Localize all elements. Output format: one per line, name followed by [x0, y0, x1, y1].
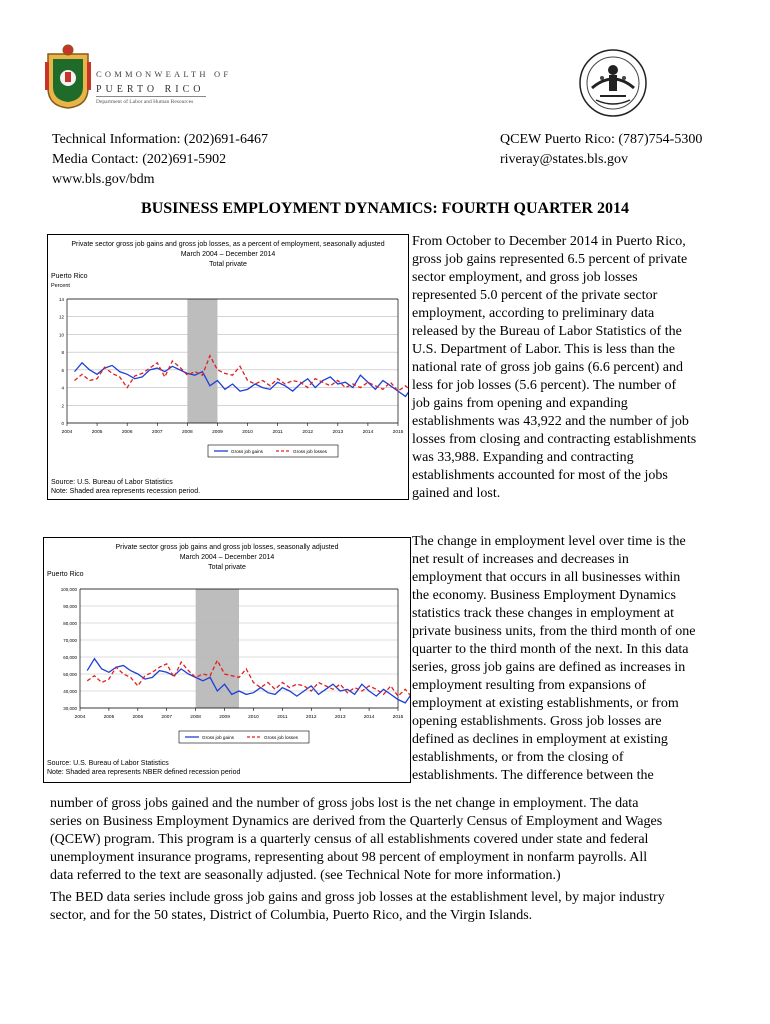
chart-title: Private sector gross job gains and gross job losses, seasonally adjusted — [115, 544, 339, 551]
y-tick-label: 4 — [61, 385, 64, 391]
x-tick-label: 2014 — [362, 430, 374, 435]
x-tick-label: 2015 — [392, 715, 404, 720]
chart-2 — [44, 538, 410, 782]
y-tick-label: 30,000 — [63, 706, 77, 711]
chart-y-axis-label: Percent — [51, 283, 70, 289]
para2-line: net result of increases and decreases in — [412, 552, 629, 567]
chart-subtitle: Total private — [208, 564, 246, 571]
qcew-email[interactable]: riveray@states.bls.gov — [500, 152, 628, 167]
x-tick-label: 2012 — [305, 715, 317, 720]
chart-region-label: Puerto Rico — [47, 571, 84, 578]
y-tick-label: 2 — [61, 403, 64, 409]
para4-line: The BED data series include gross job gains and gross job losses at the establishment level, by major industry — [50, 890, 665, 905]
website-link[interactable]: www.bls.gov/bdm — [52, 172, 155, 187]
chart-source: Source: U.S. Bureau of Labor Statistics — [51, 479, 173, 486]
para1-line: establishments accounted for most of the jobs — [412, 468, 668, 483]
x-tick-label: 2015 — [392, 430, 404, 435]
para1-line: From October to December 2014 in Puerto Rico, — [412, 234, 686, 249]
para2-line: private business units, from the third month of one — [412, 624, 696, 639]
paragraph-3 — [50, 795, 722, 885]
para1-line: job gains from opening and expanding — [412, 396, 628, 411]
x-tick-label: 2009 — [219, 715, 230, 720]
para2-line: quarter to the third month of the next. In this data — [412, 642, 689, 657]
x-tick-label: 2008 — [190, 715, 201, 720]
x-tick-label: 2009 — [212, 430, 223, 435]
para1-line: losses from closing and contracting establishments — [412, 432, 697, 447]
para1-line: gross job gains represented 6.5 percent of private — [412, 252, 688, 267]
chart-subtitle: March 2004 – December 2014 — [179, 554, 275, 561]
para1-line: released by the Bureau of Labor Statistics of the — [412, 324, 682, 339]
puerto-rico-seal-logo — [44, 44, 92, 110]
para2-line: series, gross job gains are defined as increases in — [412, 660, 686, 675]
commonwealth-divider — [96, 96, 206, 97]
x-tick-label: 2012 — [302, 430, 314, 435]
chart-2-box — [43, 537, 411, 783]
x-tick-label: 2010 — [248, 715, 259, 720]
para4-line: sector, and for the 50 states, District of Columbia, Puerto Rico, and the Virgin Islands. — [50, 908, 533, 923]
y-tick-label: 60,000 — [63, 655, 77, 660]
gross-job-losses-line — [87, 660, 410, 701]
y-tick-label: 70,000 — [63, 638, 77, 643]
y-tick-label: 10 — [58, 332, 64, 338]
commonwealth-department: Department of Labor and Human Resources — [96, 99, 194, 105]
chart-1-box — [47, 234, 409, 500]
para3-line: data referred to the text are seasonally adjusted. (see Technical Note for more information.) — [50, 868, 561, 883]
para2-line: employment at existing establishments, or from — [412, 696, 679, 711]
bls-logo — [578, 48, 648, 118]
x-tick-label: 2008 — [182, 430, 193, 435]
para1-line: gained and lost. — [412, 486, 501, 501]
chart-note: Note: Shaded area represents NBER defined recession period — [47, 769, 241, 776]
para1-line: less for job losses (5.6 percent). The number of — [412, 378, 677, 393]
para3-line: series on Business Employment Dynamics are derived from the Quarterly Census of Employment and Wages — [50, 814, 663, 829]
y-tick-label: 50,000 — [63, 672, 77, 677]
x-tick-label: 2005 — [103, 715, 115, 720]
y-tick-label: 8 — [61, 350, 64, 356]
chart-title: Private sector gross job gains and gross job losses, as a percent of employment, seasonally adjusted — [71, 241, 385, 248]
y-tick-label: 100,000 — [60, 587, 77, 592]
paragraph-1 — [412, 233, 722, 503]
commonwealth-line2: PUERTO RICO — [96, 84, 205, 95]
paragraph-2 — [412, 533, 722, 785]
para2-line: defined as declines in employment at existing — [412, 732, 668, 747]
chart-1 — [48, 235, 408, 499]
x-tick-label: 2011 — [272, 430, 283, 435]
media-contact: Media Contact: (202)691-5902 — [52, 152, 227, 167]
x-tick-label: 2010 — [242, 430, 253, 435]
x-tick-label: 2007 — [161, 715, 173, 720]
para1-line: represented 5.0 percent of the private sector — [412, 288, 658, 303]
x-tick-label: 2004 — [74, 715, 86, 720]
para1-line: employment, according to preliminary data — [412, 306, 655, 321]
para2-line: establishments. The difference between the — [412, 768, 654, 783]
tech-info: Technical Information: (202)691-6467 — [52, 132, 268, 147]
chart-subtitle: Total private — [209, 261, 247, 268]
x-tick-label: 2013 — [334, 715, 346, 720]
para2-line: The change in employment level over time is the — [412, 534, 686, 549]
x-tick-label: 2004 — [61, 430, 73, 435]
para1-line: U.S. Department of Labor. This is less than the — [412, 342, 675, 357]
chart-note: Note: Shaded area represents recession period. — [51, 488, 201, 495]
para2-line: statistics track these changes in employment at — [412, 606, 675, 621]
x-tick-label: 2014 — [363, 715, 375, 720]
paragraph-4 — [50, 889, 722, 925]
y-tick-label: 14 — [58, 297, 64, 302]
para2-line: employment resulting from expansions of — [412, 678, 647, 693]
para1-line: national rate of gross job gains (6.6 percent) and — [412, 360, 683, 375]
para2-line: opening establishments. Gross job losses are — [412, 714, 662, 729]
legend-gains-label: Gross job gains — [231, 449, 263, 454]
document-title: BUSINESS EMPLOYMENT DYNAMICS: FOURTH QUARTER 2014 — [141, 200, 629, 217]
y-tick-label: 12 — [58, 314, 64, 320]
x-tick-label: 2006 — [121, 430, 133, 435]
y-tick-label: 6 — [61, 367, 64, 373]
commonwealth-line1: COMMONWEALTH OF — [96, 69, 232, 79]
para2-line: establishments, or from the closing of — [412, 750, 624, 765]
para3-line: unemployment insurance programs, representing about 98 percent of employment in nonfarm payrolls. All — [50, 850, 648, 865]
para2-line: the economy. Business Employment Dynamics — [412, 588, 676, 603]
y-tick-label: 90,000 — [63, 604, 77, 609]
qcew-phone: QCEW Puerto Rico: (787)754-5300 — [500, 132, 703, 147]
para3-line: (QCEW) program. This program is a quarterly census of all establishments covered under state and federal — [50, 832, 649, 847]
legend-losses-label: Gross job losses — [293, 449, 327, 454]
legend-gains-label: Gross job gains — [202, 735, 234, 740]
para3-line: number of gross jobs gained and the number of gross jobs lost is the net change in employment. The data — [50, 796, 639, 811]
para1-line: establishments was 43,922 and the number of job — [412, 414, 689, 429]
x-tick-label: 2013 — [332, 430, 344, 435]
x-tick-label: 2011 — [277, 715, 288, 720]
chart-region-label: Puerto Rico — [51, 273, 88, 280]
para1-line: sector employment, and gross job losses — [412, 270, 638, 285]
x-tick-label: 2007 — [151, 430, 163, 435]
y-tick-label: 40,000 — [63, 689, 77, 694]
para2-line: employment that occurs in all businesses within — [412, 570, 681, 585]
chart-subtitle: March 2004 – December 2014 — [180, 251, 276, 258]
gross-job-gains-line — [87, 659, 410, 703]
y-tick-label: 80,000 — [63, 621, 77, 626]
y-tick-label: 0 — [61, 421, 64, 426]
para1-line: was 33,988. Expanding and contracting — [412, 450, 634, 465]
legend-losses-label: Gross job losses — [264, 735, 298, 740]
x-tick-label: 2006 — [132, 715, 144, 720]
chart-source: Source: U.S. Bureau of Labor Statistics — [47, 760, 169, 767]
x-tick-label: 2005 — [91, 430, 103, 435]
